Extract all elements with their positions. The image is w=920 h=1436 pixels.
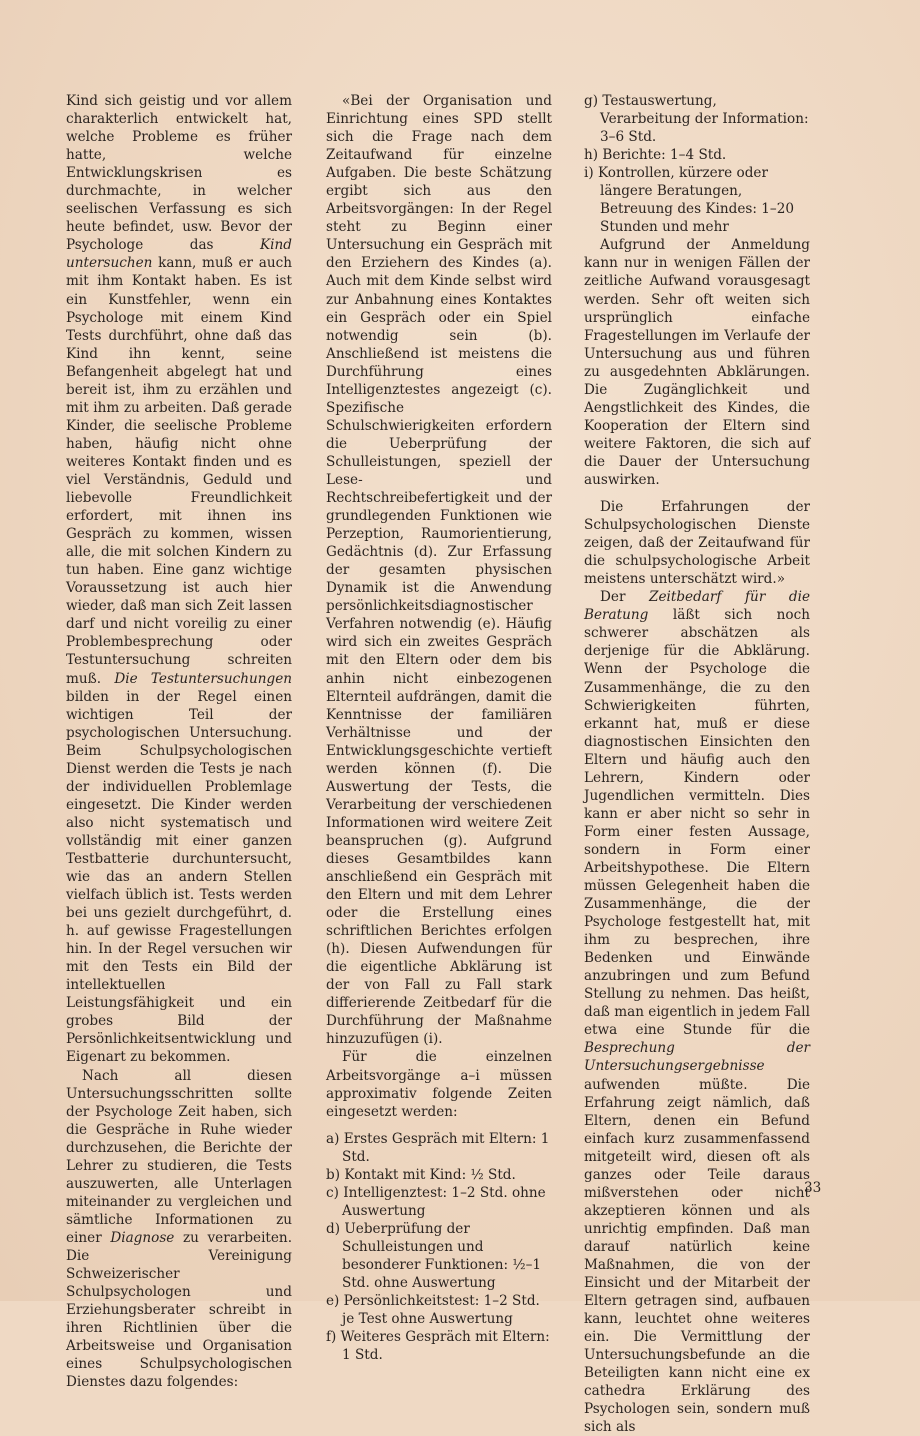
paragraph bbox=[66, 1067, 292, 1392]
list-item: h) Berichte: 1–4 Std. bbox=[584, 147, 727, 164]
text-run: kann, muß er auch mit ihm Kontakt haben. Es ist ein Kunstfehler, wenn ein Psychologe mit einem Kind Tests durchführt, ohne daß das Kind ihn kennt, seine Befangenheit abgelegt hat und bereit ist, ihm zu erzählen und mit ihm zu arbeiten. Daß gerade Kinder, die seelische Probleme haben, häufig nicht ohne weiteres Kontakt finden und es viel Verständnis, Geduld und liebevolle Freundlichkeit erfordert, mit ihnen ins Gespräch zu kommen, wissen alle, die mit solchen Kindern zu tun haben. Eine ganz wichtige Voraussetzung ist auch hier wieder, daß man sich Zeit lassen darf und nicht voreilig zu einer Problembesprechung oder Testuntersuchung schreiten muß. bbox=[66, 255, 292, 687]
text-run: Kind sich geistig und vor allem charakterlich entwickelt hat, welche Probleme es früher hatte, welche Entwicklungskrisen es durchmachte, in welcher seelischen Verfassung es sich heute befindet, usw. Bevor der Psychologe das bbox=[66, 93, 292, 254]
emphasis-text: Zeitbedarf für die Beratung bbox=[584, 589, 811, 624]
paragraph: «Bei der Organisation und Einrichtung eines SPD stellt sich die Frage nach dem Zeitaufwand für einzelne Aufgaben. Die beste Schätzung ergibt sich aus den Arbeitsvorgängen: In der Regel steht zu Beginn einer Untersuchung ein Gespräch mit den Erziehern des Kindes (a). Auch mit dem Kinde selbst wird zur Anbahnung eines Kontaktes ein Gespräch oder ein Spiel notwendig sein (b). Anschließend ist meistens die Durchführung eines Intelligenztestes angezeigt (c). Spezifische Schulschwierigkeiten erfordern die Ueberprüfung der Schulleistungen, speziell der Lese- und Rechtschreibefertigkeit und der grundlegenden Funktionen wie Perzeption, Raumorientierung, Gedächtnis (d). Zur Erfassung der gesamten physischen Dynamik ist die Anwendung persönlichkeitsdiagnostischer Verfahren notwendig (e). Häufig wird sich ein zweites Gespräch mit den Eltern oder dem bis anhin nicht einbezogenen Elternteil aufdrängen, damit die Kenntnisse der familiären Verhältnisse und der Entwicklungsgeschichte vertieft werden können (f). Die Auswertung der Tests, die Verarbeitung der verschiedenen Informationen wird weitere Zeit beanspruchen (g). Aufgrund dieses Gesamtbildes kann anschließend ein Gespräch mit den Eltern und mit dem Lehrer oder die Erstellung eines schriftlichen Berichtes erfolgen (h). Diesen Aufwendungen für die eigentliche Abklärung ist der von Fall zu Fall stark differierende Zeitbedarf für die Durchführung der Maßnahme hinzuzufügen (i). bbox=[326, 93, 552, 1048]
list-item: g) Testauswertung, Verarbeitung der Information: 3–6 Std. bbox=[584, 93, 809, 146]
text-run: Der bbox=[600, 589, 650, 606]
text-column-left bbox=[66, 92, 292, 1391]
text-run: Nach all diesen Untersuchungsschritten sollte der Psychologe Zeit haben, sich die Gespräche in Ruhe wieder durchzusehen, die Berichte der Lehrer zu studieren, die Tests auszuwerten, alle Unterlagen miteinander zu vergleichen und sämtliche Informationen zu einer bbox=[66, 1067, 292, 1246]
list-item: c) Intelligenztest: 1–2 Std. ohne Auswertung bbox=[326, 1184, 546, 1219]
list-item: b) Kontakt mit Kind: ½ Std. bbox=[326, 1166, 516, 1183]
list-item: a) Erstes Gespräch mit Eltern: 1 Std. bbox=[326, 1130, 550, 1165]
emphasis-text: Besprechung der Untersuchungsergebnisse bbox=[584, 1040, 810, 1075]
paragraph bbox=[584, 588, 810, 1436]
paragraph bbox=[66, 92, 292, 1067]
text-run: läßt sich noch schwerer abschätzen als derjenige für die Abklärung. Wenn der Psychologe die Zusammenhänge, die zu den Schwierigkeiten führten, erkannt hat, muß er diese diagnostischen Einsichten den Eltern und häufig auch den Lehrern, Kindern oder Jugendlichen vermitteln. Dies kann er aber nicht so sehr in Form einer festen Aussage, sondern in Form einer Arbeitshypothese. Die Eltern müssen Gelegenheit haben die Zusammenhänge, die der Psychologe festgestellt hat, mit ihm zu besprechen, ihre Bedenken und Einwände anzubringen und zum Befund Stellung zu nehmen. Das heißt, daß man eigentlich in jedem Fall etwa eine Stunde für die bbox=[584, 607, 810, 1039]
emphasis-text: Diagnose bbox=[110, 1229, 175, 1246]
text-run: bilden in der Regel einen wichtigen Teil der psychologischen Untersuchung. Beim Schulpsychologischen Dienst werden die Tests je nach der individuellen Problemlage eingesetzt. Die Kinder werden also nicht systematisch und vollständig mit einer ganzen Testbatterie durchuntersucht, wie das an andern Stellen vielfach üblich ist. Tests werden bei uns gezielt durchgeführt, d. h. auf gewisse Fragestellungen hin. In der Regel versuchen wir mit den Tests ein Bild der intellektuellen Leistungsfähigkeit und ein grobes Bild der Persönlichkeitsentwicklung und Eigenart zu bekommen. bbox=[66, 688, 292, 1066]
emphasis-text: Kind untersuchen bbox=[66, 237, 292, 272]
list-item: f) Weiteres Gespräch mit Eltern: 1 Std. bbox=[326, 1329, 550, 1364]
text-run: aufwenden müßte. Die Erfahrung zeigt nämlich, daß Eltern, denen ein Befund einfach kurz zusammenfassend mitgeteilt wird, diesen oft als ganzes oder Teile daraus mißverstehen oder nicht akzeptieren können und als unrichtig empfinden. Daß man darauf natürlich keine Maßnahmen, die von der Einsicht und der Mitarbeit der Eltern getragen sind, aufbauen kann, leuchtet ohne weiteres ein. Die Vermittlung der Untersuchungsbefunde an die Beteiligten kann nicht eine ex cathedra Erklärung des Psychologen sein, sondern muß sich als bbox=[584, 1076, 810, 1436]
page-number: 33 bbox=[804, 1180, 822, 1196]
list-item: d) Ueberprüfung der Schulleistungen und besonderer Funktionen: ½–1 Std. ohne Auswertung bbox=[326, 1220, 542, 1292]
text-column-middle bbox=[326, 92, 552, 1364]
list-item: e) Persönlichkeitstest: 1–2 Std. je Test ohne Auswertung bbox=[326, 1293, 540, 1328]
paragraph: Für die einzelnen Arbeitsvorgänge a–i müssen approximativ folgende Zeiten eingesetzt werden: bbox=[326, 1049, 552, 1120]
paragraph: Aufgrund der Anmeldung kann nur in wenigen Fällen der zeitliche Aufwand vorausgesagt werden. Sehr oft weiten sich ursprünglich einfache Fragestellungen im Verlaufe der Untersuchung aus und führen zu ausgedehnten Abklärungen. Die Zugänglichkeit und Aengstlichkeit des Kindes, die Kooperation der Eltern sind weitere Faktoren, die sich auf die Dauer der Untersuchung auswirken. bbox=[584, 237, 810, 488]
text-run: zu verarbeiten. Die Vereinigung Schweizerischer Schulpsychologen und Erziehungsberater schreibt in ihren Richtlinien über die Arbeitsweise und Organisation eines Schulpsychologischen Dienstes dazu folgendes: bbox=[66, 1229, 293, 1391]
text-column-right bbox=[584, 92, 810, 1436]
time-list bbox=[326, 1130, 552, 1365]
time-list-continued bbox=[584, 92, 810, 236]
list-item: i) Kontrollen, kürzere oder längere Beratungen, Betreuung des Kindes: 1–20 Stunden und mehr bbox=[584, 165, 794, 236]
emphasis-text: Die Testuntersuchungen bbox=[114, 670, 293, 687]
paragraph: Die Erfahrungen der Schulpsychologischen Dienste zeigen, daß der Zeitaufwand für die schulpsychologische Arbeit meistens unterschätzt wird.» bbox=[584, 499, 810, 588]
